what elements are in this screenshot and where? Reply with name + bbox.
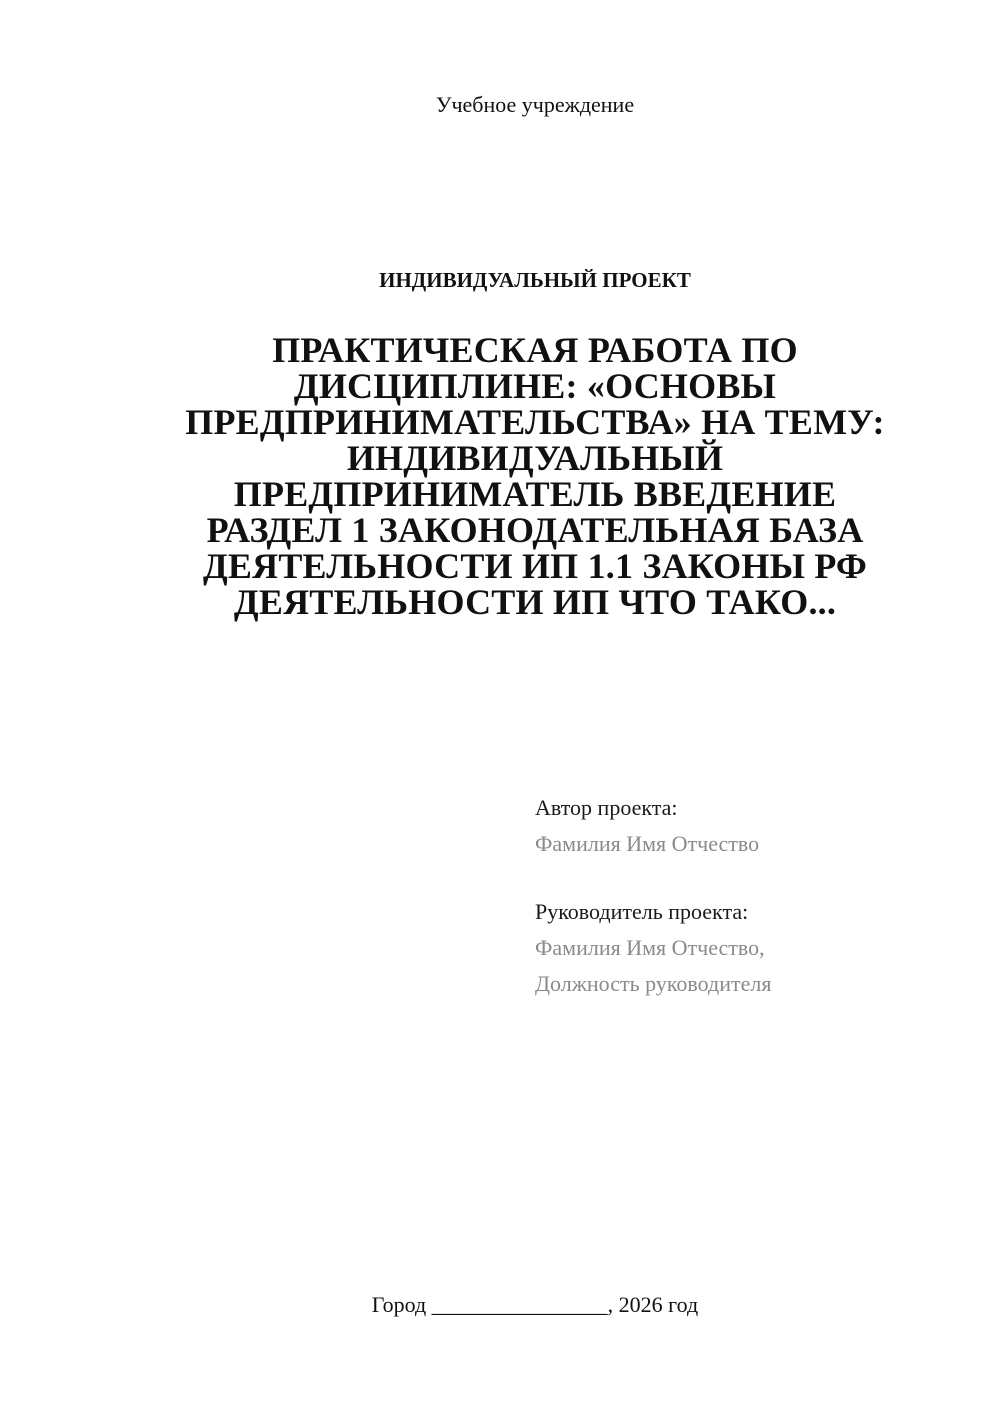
supervisor-position: Должность руководителя — [535, 971, 772, 996]
title-line: ПРЕДПРИНИМАТЕЛЬСТВА» НА ТЕМУ: — [185, 402, 885, 442]
project-type-heading: ИНДИВИДУАЛЬНЫЙ ПРОЕКТ — [379, 268, 691, 292]
title-line: РАЗДЕЛ 1 ЗАКОНОДАТЕЛЬНАЯ БАЗА — [206, 510, 864, 550]
supervisor-name: Фамилия Имя Отчество, — [535, 935, 765, 960]
institution-name: Учебное учреждение — [435, 92, 635, 117]
title-line: ДЕЯТЕЛЬНОСТИ ИП ЧТО ТАКО... — [233, 582, 837, 622]
credits-block — [535, 790, 955, 1002]
author-label: Автор проекта: — [535, 795, 678, 820]
title-line: ДИСЦИПЛИНЕ: «ОСНОВЫ — [293, 366, 777, 406]
title-line: ДЕЯТЕЛЬНОСТИ ИП 1.1 ЗАКОНЫ РФ — [202, 546, 868, 586]
author-name: Фамилия Имя Отчество — [535, 831, 760, 856]
project-title — [150, 332, 920, 620]
supervisor-label: Руководитель проекта: — [535, 899, 749, 924]
title-line: ПРАКТИЧЕСКАЯ РАБОТА ПО — [272, 330, 798, 370]
title-line: ИНДИВИДУАЛЬНЫЙ — [346, 438, 724, 478]
city-year-line: Город ________________, 2026 год — [371, 1292, 699, 1317]
title-line: ПРЕДПРИНИМАТЕЛЬ ВВЕДЕНИЕ — [233, 474, 837, 514]
credits-spacer — [535, 862, 955, 894]
